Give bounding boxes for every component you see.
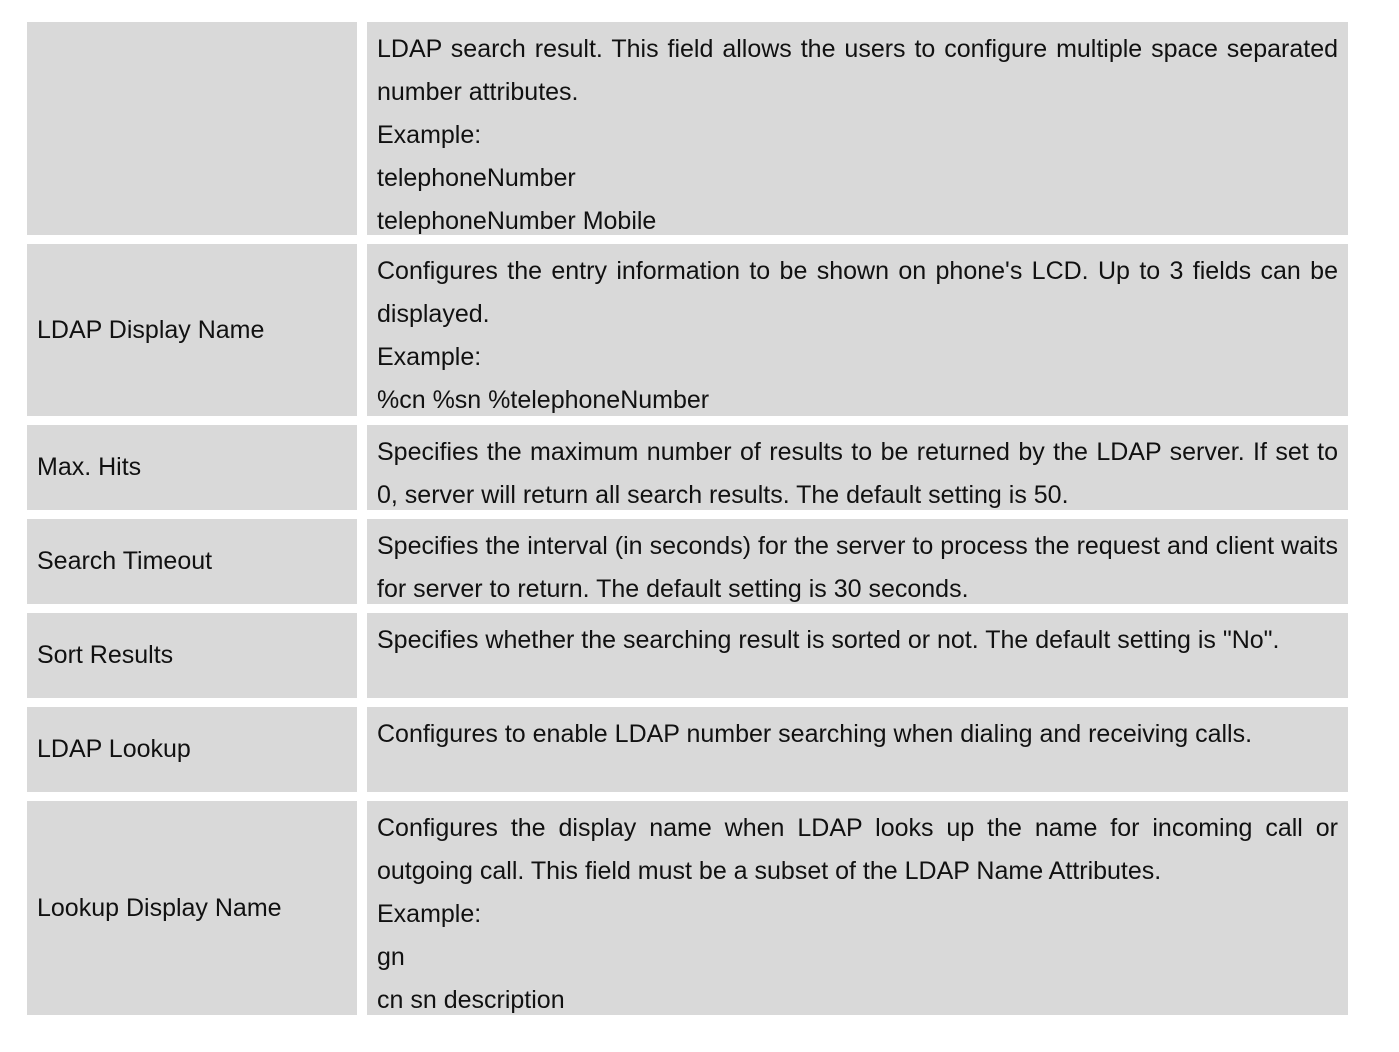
description-line: Specifies whether the searching result is sorted or not. The default setting is "No". [377,626,1280,654]
description-line: Configures to enable LDAP number searching when dialing and receiving calls. [377,720,1253,748]
description-line: Configures the display name when LDAP looks up the name for incoming call or outgoing call. This field must be a subset of the LDAP Name Attributes. [377,814,1338,885]
description-line: Example: [377,343,482,371]
row-description [367,244,1348,416]
description-line: telephoneNumber [377,164,576,192]
row-label: Lookup Display Name [27,801,357,1015]
description-line: gn [377,943,405,971]
description-line: Specifies the interval (in seconds) for the server to process the request and client waits for server to return. The default setting is 30 seconds. [377,532,1338,603]
description-line: cn sn description [377,986,565,1014]
table-row [27,707,1348,792]
description-line: LDAP search result. This field allows the users to configure multiple space separated number attributes. [377,35,1338,106]
description-line: Configures the entry information to be shown on phone's LCD. Up to 3 fields can be displayed. [377,257,1338,328]
table-row [27,425,1348,510]
row-label: Search Timeout [27,519,357,604]
table-row [27,519,1348,604]
description-line: Specifies the maximum number of results to be returned by the LDAP server. If set to 0, server will return all search results. The default setting is 50. [377,438,1338,509]
row-description [367,519,1348,604]
row-label: LDAP Display Name [27,244,357,416]
row-label [27,22,357,235]
table-row [27,22,1348,235]
row-label: Sort Results [27,613,357,698]
row-description [367,22,1348,235]
ldap-settings-table [27,22,1348,1024]
description-line: %cn %sn %telephoneNumber [377,386,710,414]
row-label: Max. Hits [27,425,357,510]
row-description [367,613,1348,698]
row-description [367,707,1348,792]
table-row [27,801,1348,1015]
table-row [27,613,1348,698]
description-line: Example: [377,121,482,149]
description-line: telephoneNumber Mobile [377,207,657,235]
description-line: Example: [377,900,482,928]
row-description [367,801,1348,1015]
row-label: LDAP Lookup [27,707,357,792]
table-row [27,244,1348,416]
row-description [367,425,1348,510]
